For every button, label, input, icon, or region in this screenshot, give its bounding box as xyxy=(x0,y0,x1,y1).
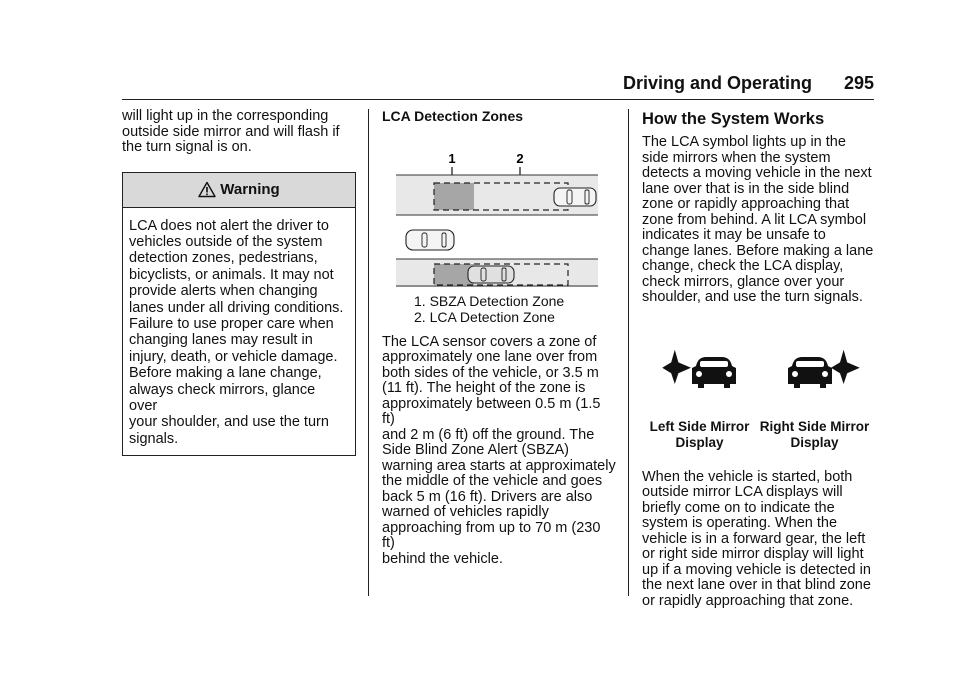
caption-1: 1. SBZA Detection Zone xyxy=(414,292,565,309)
adjacent-car-left xyxy=(554,188,596,206)
page-header xyxy=(122,68,874,100)
left-mirror-label: Left Side Mirror Display xyxy=(649,418,750,450)
startup-text: When the vehicle is started, both outside mirror LCA displays will briefly come on to indicate the system is operating. When the vehicle is in a forward gear, the left or right side mirror display will light up if a moving vehicle is detected in the next lane over in that blind zone or rapidly approaching that zone. xyxy=(642,468,871,609)
column-divider-right xyxy=(628,109,629,596)
mirror-icon-labels xyxy=(642,419,876,451)
section-heading: How the System Works xyxy=(642,110,825,128)
warning-title: Warning xyxy=(220,180,280,198)
page-number: 295 xyxy=(843,73,874,93)
sbza-zone-left xyxy=(434,183,474,210)
column-3 xyxy=(642,109,876,609)
header-rule xyxy=(122,99,874,100)
right-mirror-label: Right Side Mirror Display xyxy=(759,418,870,450)
column-1 xyxy=(122,109,356,456)
section-title: Driving and Operating xyxy=(622,73,812,93)
warning-triangle-icon xyxy=(198,181,216,198)
callout-1: 1 xyxy=(448,150,456,166)
warning-box xyxy=(122,172,356,457)
lca-zone-diagram xyxy=(382,127,616,287)
caption-2: 2. LCA Detection Zone xyxy=(414,309,555,325)
system-text: The LCA symbol lights up in the side mirrors when the system detects a moving vehicle in the next lane over that is in the side blind zone or rapidly approaching that zone from behind. A lit LCA symbol indicates it may be unsafe to change lanes. Before making a lane change, check the LCA display, check mirrors, glance over your shoulder, and use the turn signals. xyxy=(642,134,874,305)
callout-2: 2 xyxy=(516,150,524,166)
warning-header xyxy=(123,173,355,208)
diagram-captions xyxy=(414,293,616,326)
left-mirror-lca-icon xyxy=(660,344,740,404)
intro-text: will light up in the corresponding outside side mirror and will flash if the turn signal is on. xyxy=(122,108,340,155)
mirror-icons xyxy=(642,344,876,404)
host-vehicle xyxy=(406,230,454,250)
right-mirror-lca-icon xyxy=(788,344,868,404)
lca-sensor-text: The LCA sensor covers a zone of approximately one lane over from both sides of the vehicle, or 3.5 m (11 ft). The height of the zone is approximately between 0.5 m (1.5 ft) and 2 m (6 ft) off the ground. The Side Blind Zone Alert (SBZA) warning area starts at approximately the middle of the vehicle and goes back 5 m (16 ft). Drivers are also warned of vehicles rapidly approaching from up to 70 m (230 ft) behind the vehicle. xyxy=(382,333,616,567)
warning-body xyxy=(123,208,355,456)
diagram-heading: LCA Detection Zones xyxy=(382,108,524,124)
adjacent-car-right xyxy=(468,266,514,283)
warning-text: LCA does not alert the driver to vehicles outside of the system detection zones, pedestrians, bicyclists, or animals. It may not provide alerts when changing lanes under all driving conditions. Failure to use proper care when changing lanes may result in injury, death, or vehicle damage. Before making a lane change, always check mirrors, glance over your shoulder, and use the turn signals. xyxy=(129,217,344,447)
column-2 xyxy=(382,109,616,567)
column-divider-left xyxy=(368,109,369,596)
lca-zone-illustration xyxy=(382,127,616,287)
